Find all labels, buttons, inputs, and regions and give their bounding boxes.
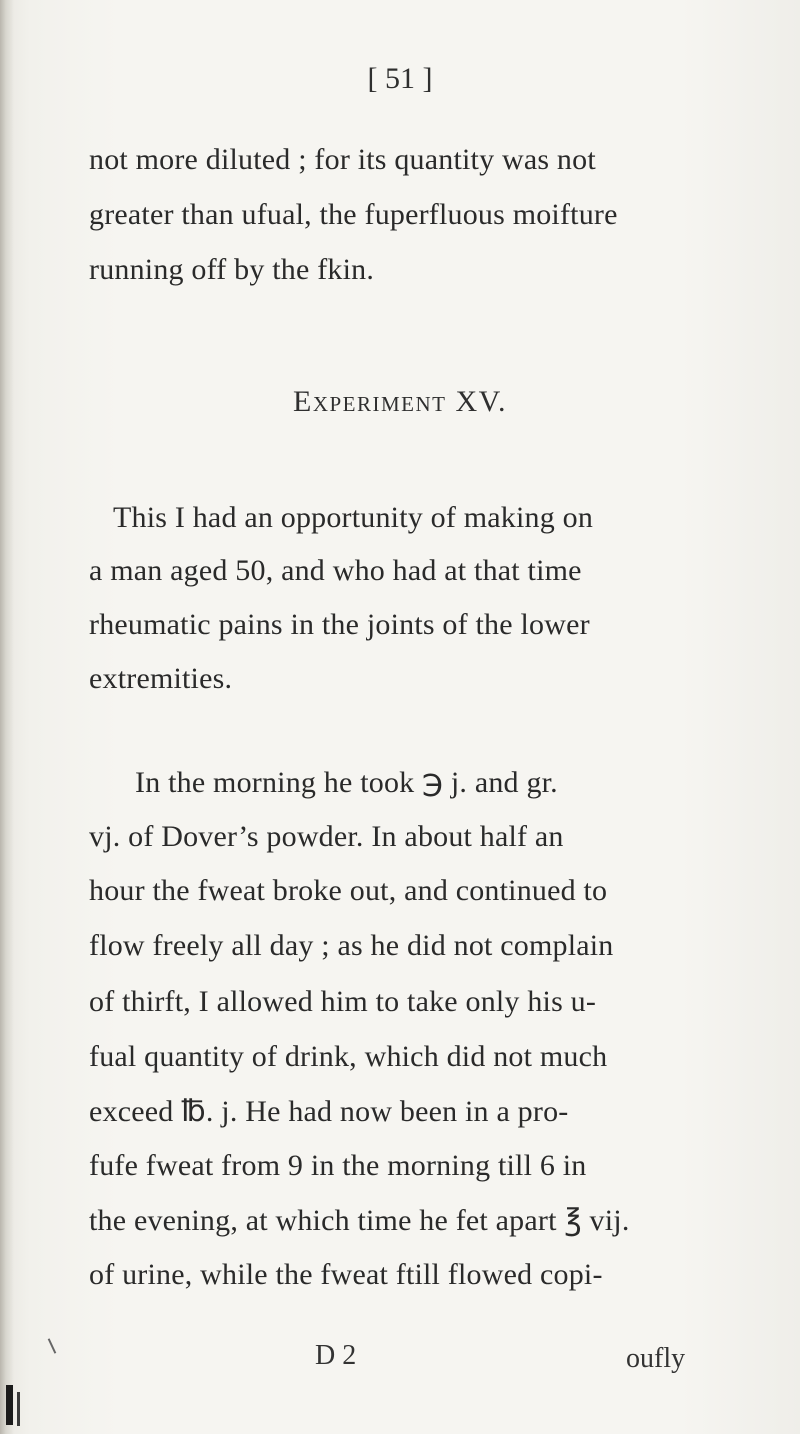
text-line: running off by the fkin. bbox=[89, 253, 375, 286]
text-line: fual quantity of drink, which did not much bbox=[89, 1040, 608, 1073]
text-line: the evening, at which time he fet apart ℥ vij. bbox=[89, 1204, 630, 1237]
binding-mark bbox=[17, 1392, 20, 1426]
binding-mark bbox=[6, 1385, 13, 1425]
text-line: greater than ufual, the fuperfluous moifture bbox=[89, 198, 618, 231]
text-line: a man aged 50, and who had at that time bbox=[89, 554, 582, 587]
running-head: [ 51 ] bbox=[367, 62, 433, 95]
section-title: Experiment XV. bbox=[293, 385, 507, 418]
text-line: exceed ℔. j. He had now been in a pro- bbox=[89, 1095, 569, 1128]
text-line: In the morning he took ℈ j. and gr. bbox=[135, 766, 558, 799]
text-line: hour the fweat broke out, and continued to bbox=[89, 874, 608, 907]
text-line: rheumatic pains in the joints of the lower bbox=[89, 608, 590, 641]
text-line: fufe fweat from 9 in the morning till 6 in bbox=[89, 1149, 587, 1182]
stray-mark bbox=[48, 1338, 57, 1353]
text-line: extremities. bbox=[89, 662, 233, 695]
catchword: oufly bbox=[626, 1343, 686, 1374]
text-line: not more diluted ; for its quantity was not bbox=[89, 143, 596, 176]
text-line: vj. of Dover’s powder. In about half an bbox=[89, 820, 564, 853]
text-line: of thirft, I allowed him to take only his u- bbox=[89, 985, 597, 1018]
signature-mark: D 2 bbox=[315, 1340, 357, 1371]
text-line: of urine, while the fweat ftill flowed copi- bbox=[89, 1258, 603, 1291]
page-gutter-shadow bbox=[0, 0, 14, 1434]
text-line: flow freely all day ; as he did not complain bbox=[89, 929, 614, 962]
text-line: This I had an opportunity of making on bbox=[113, 501, 594, 534]
